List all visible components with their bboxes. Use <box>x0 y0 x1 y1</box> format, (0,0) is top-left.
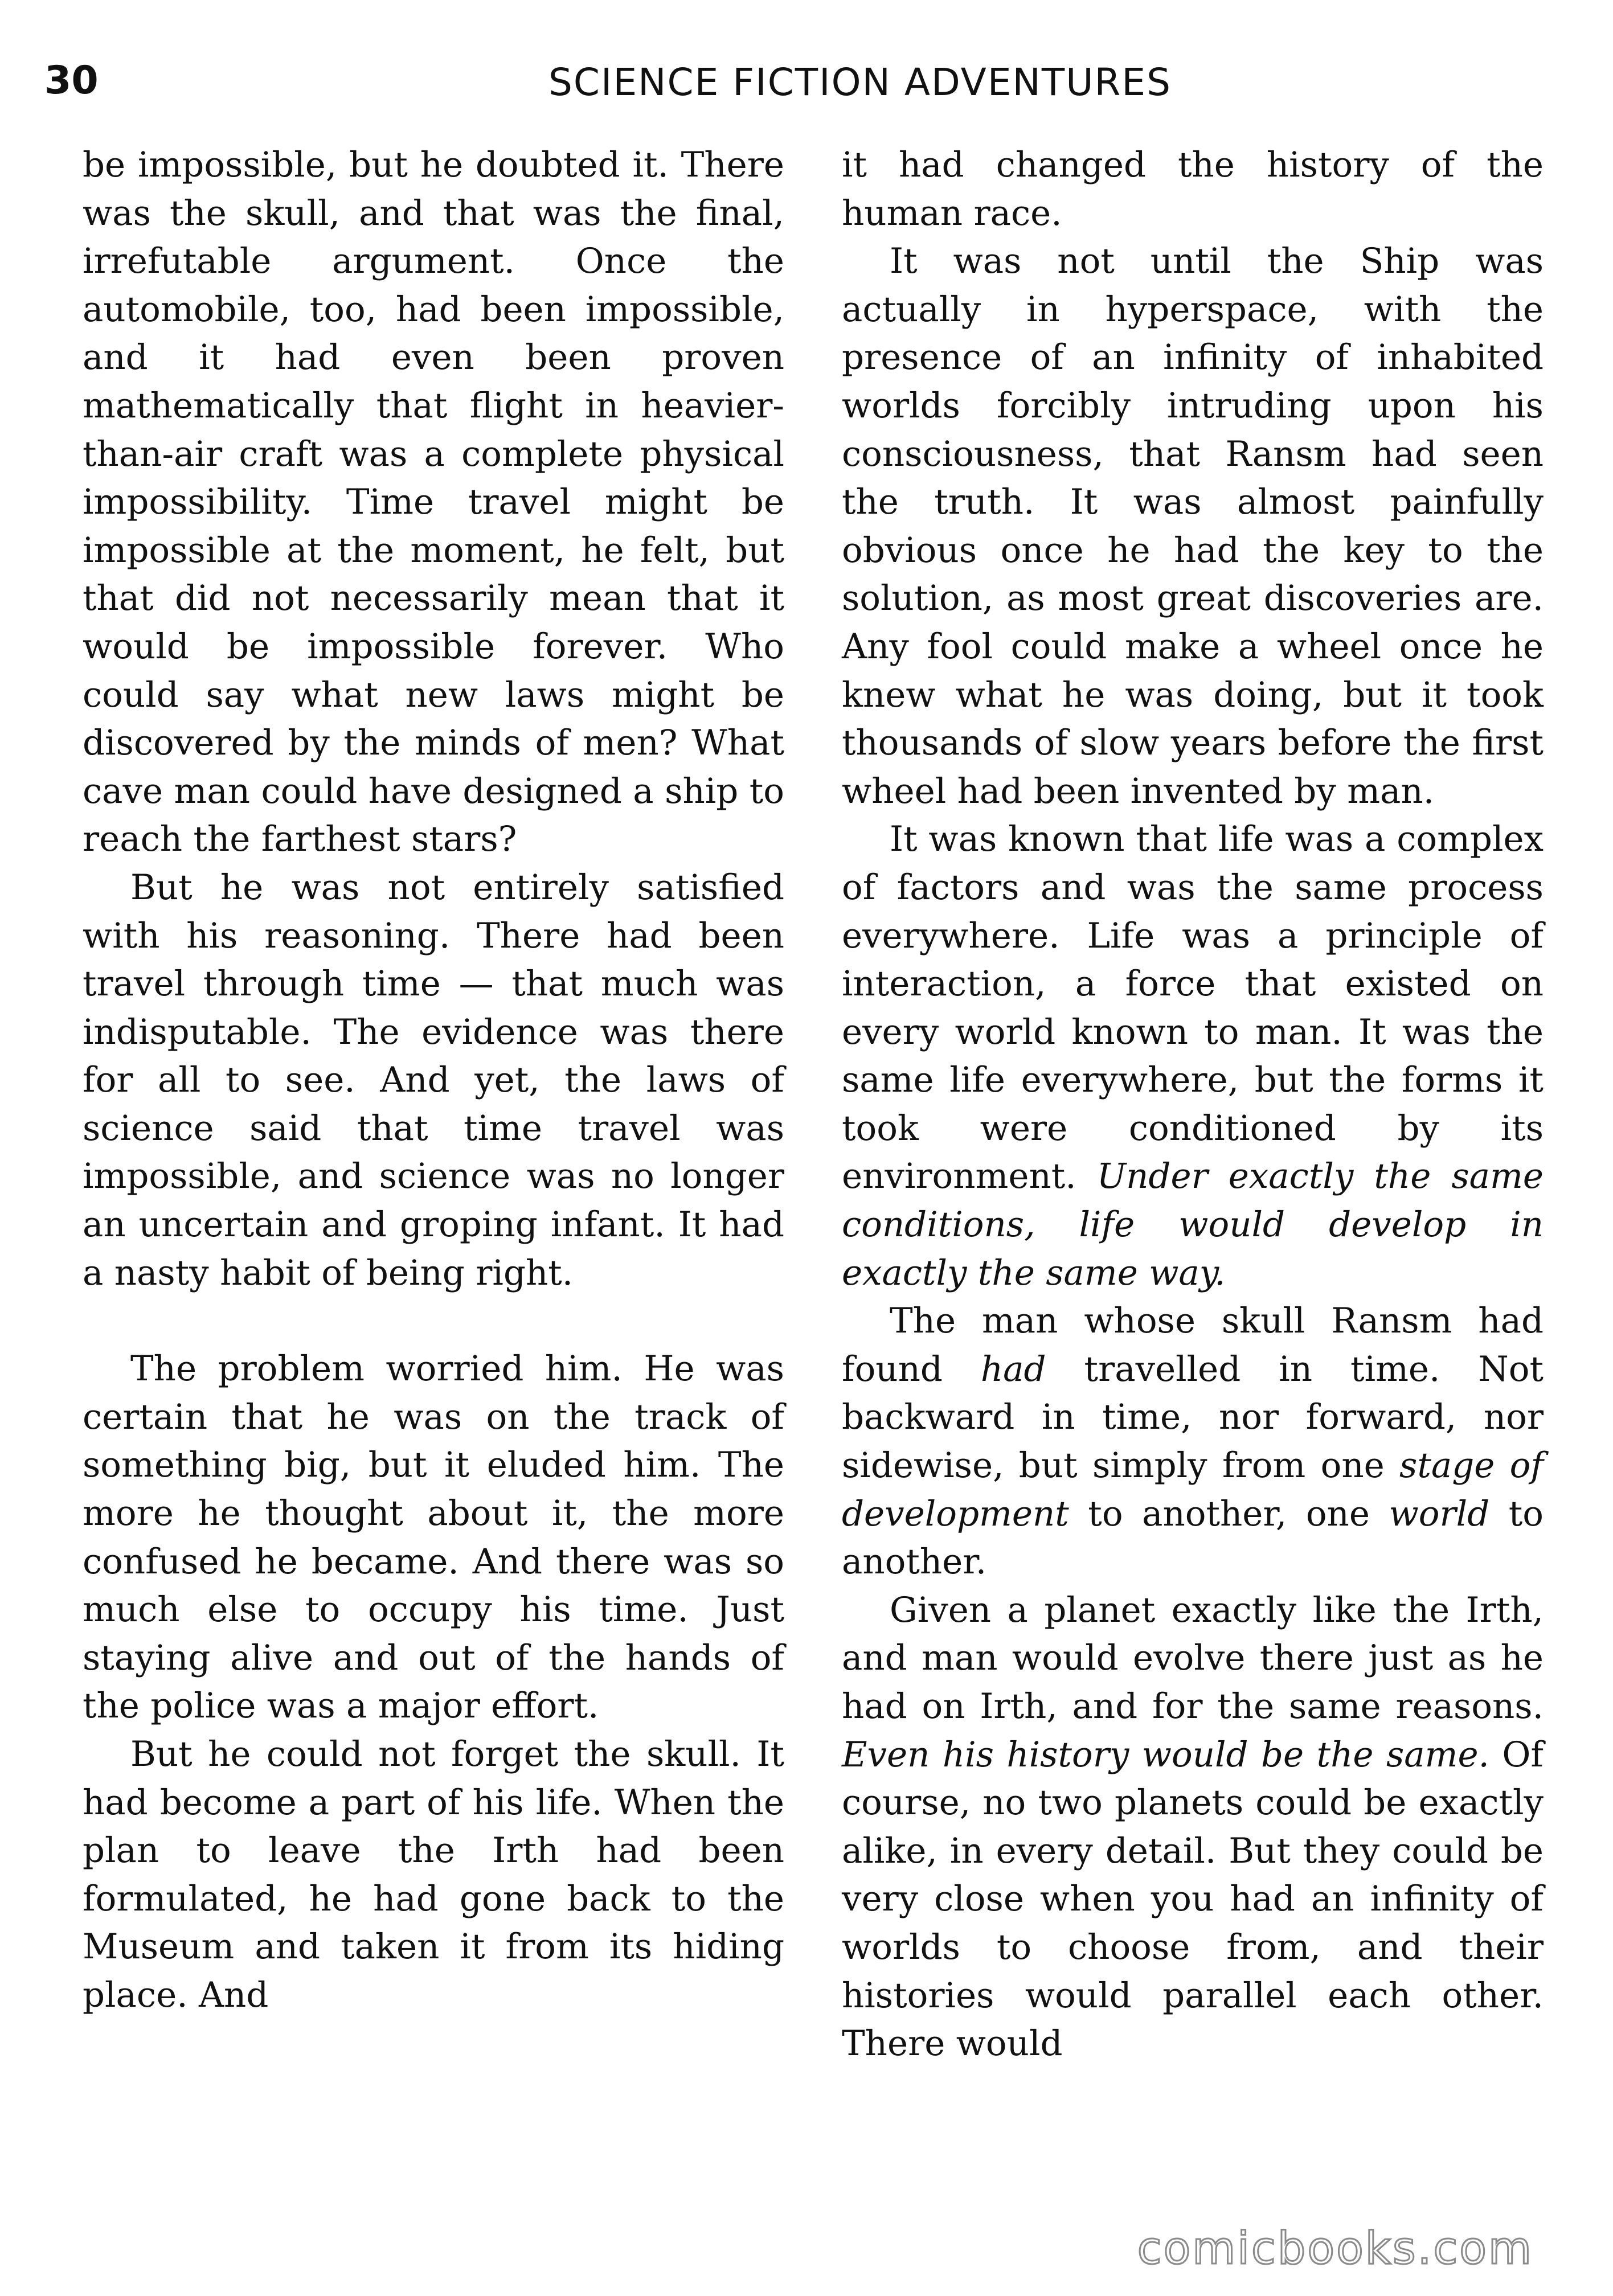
left-column <box>83 141 784 2020</box>
italic-text: had <box>980 1348 1046 1389</box>
paragraph <box>842 1586 1544 2068</box>
text-run: It was known that life was a complex of factors and was the same process everywhere. Life was a principle of interaction, a force that existed on every world known to man. It was the same life everywhere, but the forms it took were conditioned by its environment. <box>842 819 1544 1197</box>
paragraph <box>842 1297 1544 1586</box>
paragraph: But he was not entirely satisfied with his reasoning. There had been travel through time — that much was indisputable. The evidence was there for all to see. And yet, the laws of science said that time travel was impossible, and science was no longer an uncertain and groping infant. It had a nasty habit of being right. <box>83 867 784 1293</box>
paragraph <box>842 815 1544 1297</box>
page-number: 30 <box>44 58 99 103</box>
text-run: travelled in time. Not backward in time, nor forward, nor sidewise, but simply from one <box>842 1348 1544 1486</box>
paragraph: it had changed the history of the human race. <box>842 145 1544 233</box>
right-column <box>842 141 1544 2068</box>
paragraph: The problem worried him. He was certain that he was on the track of something big, but it eluded him. The more he thought about it, the more confused he became. And there was so much else to occupy his time. Just staying alive and out of the hands of the police was a major effort. <box>83 1348 784 1727</box>
italic-text: stage of development <box>842 1445 1544 1534</box>
italic-text: Under exactly the same conditions, life would develop in exactly the same way. <box>842 1156 1544 1293</box>
text-run: Of course, no two planets could be exactly alike, in every detail. But they could be very close when you had an infinity of worlds to choose from, and their histories would parallel each other. There would <box>842 1734 1544 2064</box>
paragraph: be impossible, but he doubted it. There was the skull, and that was the final, irrefutable argument. Once the automobile, too, had been impossible, and it had even been proven mathematically that flight in heavier-than-air craft was a complete physical impossibility. Time travel might be impossible at the moment, he felt, but that did not necessarily mean that it would be impossible forever. Who could say what new laws might be discovered by the minds of men? What cave man could have designed a ship to reach the farthest stars? <box>83 145 784 860</box>
paragraph: But he could not forget the skull. It had become a part of his life. When the plan to leave the Irth had been formulated, he had gone back to the Museum and taken it from its hiding place. And <box>83 1734 784 2015</box>
paragraph: It was not until the Ship was actually in hyperspace, with the presence of an infinity of inhabited worlds forcibly intruding upon his consciousness, that Ransm had seen the truth. It was almost painfully obvious once he had the key to the solution, as most great discoveries are. Any fool could make a wheel once he knew what he was doing, but it took thousands of slow years before the first wheel had been invented by man. <box>842 241 1544 811</box>
text-run: Given a planet exactly like the Irth, and man would evolve there just as he had on Irth, and for the same reasons. <box>842 1589 1544 1727</box>
italic-text: world <box>1389 1493 1490 1534</box>
text-run: to another. <box>842 1493 1544 1582</box>
italic-text: Even his history would be the same. <box>842 1734 1489 1775</box>
running-head: SCIENCE FICTION ADVENTURES <box>548 60 1172 104</box>
text-run: to another, one <box>1068 1493 1389 1534</box>
watermark: comicbooks.com <box>1137 2223 1533 2274</box>
text-run: The man whose skull Ransm had found <box>842 1301 1544 1389</box>
